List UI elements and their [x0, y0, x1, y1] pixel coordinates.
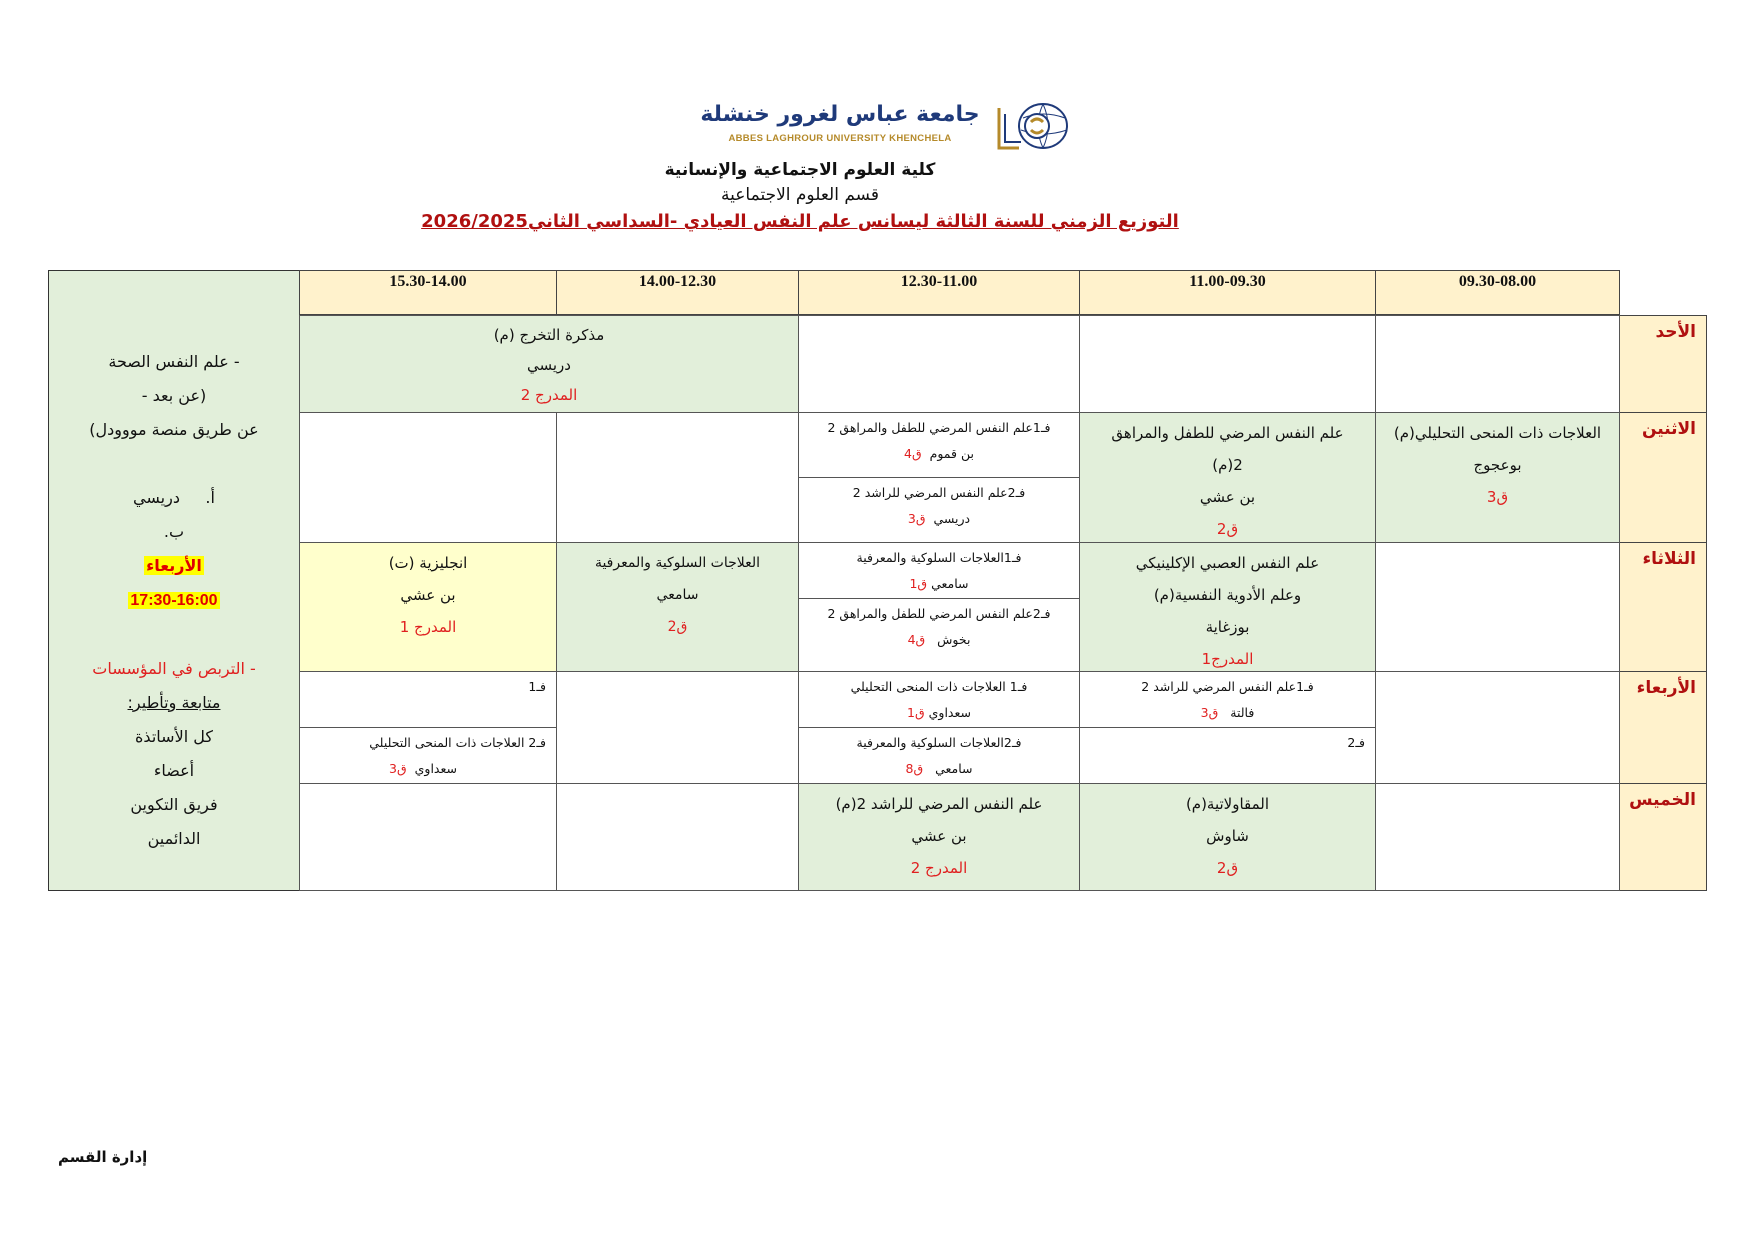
page-title-text: التوزيع الزمني للسنة الثالثة ليسانس علم النفس العيادي -السداسي الثاني2026/2025 [421, 211, 1179, 232]
course-name: انجليزية (ت) [388, 554, 468, 572]
monday-slot-3-group-2 [798, 477, 1080, 543]
tuesday-slot-4 [556, 542, 799, 672]
department-name: قسم العلوم الاجتماعية [721, 185, 879, 205]
time-slot-header-1: 09.30-08.00 [1375, 270, 1620, 315]
side-item-b: ب. [163, 522, 185, 541]
course-name: فـ1علم النفس المرضي للطفل والمراهق 2 [827, 420, 1051, 435]
time-slot-header-2: 11.00-09.30 [1079, 270, 1376, 315]
tuesday-slot-3-group-1 [798, 542, 1080, 599]
side-panel [48, 270, 300, 891]
day-tuesday: الثلاثاء [1619, 542, 1707, 672]
course-name: فـ2العلاجات السلوكية والمعرفية [856, 735, 1022, 750]
room-name: ق3 [389, 761, 407, 776]
teacher-name: سامعي [656, 587, 699, 603]
university-name-arabic: جامعة عباس لغرور خنشلة [700, 102, 980, 127]
tuesday-slot-1 [1375, 542, 1620, 672]
sunday-slot-1 [1375, 315, 1620, 413]
sunday-slot-3 [798, 315, 1080, 413]
tuesday-slot-5 [299, 542, 557, 672]
side-internship: - التربص في المؤسسات [92, 659, 256, 678]
wednesday-slot-3-group-2 [798, 727, 1080, 784]
thursday-slot-5 [299, 783, 557, 891]
course-name-cont: 2(م) [1212, 456, 1243, 474]
wednesday-slot-2-group-2 [1079, 727, 1376, 784]
course-name: مذكرة التخرج (م) [493, 326, 605, 344]
room-name: ق3 [907, 511, 926, 526]
room-name: ق2 [1216, 859, 1239, 877]
room-name: ق1 [907, 705, 925, 720]
room-name: ق3 [1486, 488, 1509, 506]
monday-slot-2 [1079, 412, 1376, 543]
sunday-slot-4-5 [299, 315, 799, 413]
side-permanent: الدائمين [147, 829, 201, 848]
side-course-mode: (عن بعد - [141, 386, 207, 405]
time-slot-header-4: 14.00-12.30 [556, 270, 799, 315]
room-name: المدرج 1 [399, 618, 457, 636]
room-name: ق8 [905, 761, 924, 776]
monday-slot-1 [1375, 412, 1620, 543]
wednesday-slot-3-group-1 [798, 671, 1080, 728]
side-spacer-2 [49, 618, 299, 652]
thursday-slot-2 [1079, 783, 1376, 891]
course-name-cont: وعلم الأدوية النفسية(م) [1153, 586, 1302, 604]
room-name: ق2 [667, 619, 688, 635]
teacher-name: بن قموم [929, 446, 974, 461]
side-item-a-teacher: دريسي [133, 488, 180, 507]
room-name: ق1 [909, 576, 928, 591]
teacher-name: سامعي [935, 761, 973, 776]
wednesday-slot-5-group-1 [299, 671, 557, 728]
thursday-slot-4 [556, 783, 799, 891]
monday-slot-3-group-1 [798, 412, 1080, 478]
teacher-name: شاوش [1206, 827, 1249, 845]
teacher-name: سعداوي [928, 705, 971, 720]
side-course-title: - علم النفس الصحة [108, 352, 240, 371]
wednesday-slot-1 [1375, 671, 1620, 784]
time-slot-header-3: 12.30-11.00 [798, 270, 1080, 315]
side-item-a-label: أ. [205, 488, 215, 507]
course-name: فـ1علم النفس المرضي للراشد 2 [1141, 679, 1314, 694]
teacher-name: دريسي [527, 356, 571, 374]
side-all-teachers: كل الأساتذة [135, 727, 213, 746]
side-training-team: فريق التكوين [130, 795, 218, 814]
thursday-slot-1 [1375, 783, 1620, 891]
room-name: المدرج 2 [910, 859, 968, 877]
room-name: ق2 [1216, 520, 1239, 538]
course-name: فـ1 [528, 679, 546, 694]
course-name: العلاجات السلوكية والمعرفية [594, 555, 761, 571]
day-sunday: الأحد [1619, 315, 1707, 413]
wednesday-slot-2-group-1 [1079, 671, 1376, 728]
sunday-slot-2 [1079, 315, 1376, 413]
side-day-highlight: الأربعاء [146, 556, 202, 575]
time-slot-header-5: 15.30-14.00 [299, 270, 557, 315]
teacher-name: سعداوي [414, 761, 457, 776]
teacher-name: سامعي [931, 576, 969, 591]
wednesday-slot-5-group-2 [299, 727, 557, 784]
monday-slot-4 [556, 412, 799, 543]
wednesday-slot-4 [556, 671, 799, 784]
course-name: فـ2 العلاجات ذات المنحى التحليلي [369, 735, 546, 750]
teacher-name: بن عشي [1199, 488, 1256, 506]
course-name: فـ2علم النفس المرضي للطفل والمراهق 2 [827, 606, 1051, 621]
tuesday-slot-3-group-2 [798, 598, 1080, 672]
course-name: علم النفس العصبي الإكلينيكي [1135, 554, 1320, 572]
course-name: فـ1العلاجات السلوكية والمعرفية [856, 550, 1022, 565]
university-name-english: ABBES LAGHROUR UNIVERSITY KHENCHELA [728, 133, 952, 144]
course-name: فـ1 العلاجات ذات المنحى التحليلي [850, 679, 1028, 694]
teacher-name: بوزغاية [1205, 618, 1250, 636]
day-wednesday: الأربعاء [1619, 671, 1707, 784]
course-name: فـ2علم النفس المرضي للراشد 2 [852, 485, 1026, 500]
side-time-highlight: 17:30-16:00 [130, 592, 218, 609]
room-name: ق4 [907, 632, 926, 647]
side-spacer [49, 447, 299, 481]
teacher-name: بن عشي [400, 586, 456, 604]
department-signature: إدارة القسم [58, 1148, 148, 1166]
teacher-name: فالتة [1230, 705, 1255, 720]
thursday-slot-3 [798, 783, 1080, 891]
side-item-a [49, 481, 299, 515]
teacher-name: بن عشي [911, 827, 967, 845]
side-members: أعضاء [153, 761, 195, 780]
side-course-platform: عن طريق منصة مووودل) [89, 420, 259, 439]
room-name: ق4 [904, 446, 922, 461]
room-name: المدرج 2 [520, 386, 578, 404]
teacher-name: دريسي [933, 511, 971, 526]
side-supervision: متابعة وتأطير: [127, 693, 221, 712]
room-name: ق3 [1200, 705, 1219, 720]
course-name: علم النفس المرضي للراشد 2(م) [835, 795, 1043, 813]
day-monday: الاثنين [1619, 412, 1707, 543]
tuesday-slot-2 [1079, 542, 1376, 672]
course-name: فـ2 [1347, 735, 1365, 750]
teacher-name: بخوش [937, 632, 971, 647]
faculty-name: كلية العلوم الاجتماعية والإنسانية [664, 160, 936, 180]
room-name: المدرج1 [1201, 650, 1254, 668]
course-name: علم النفس المرضي للطفل والمراهق [1111, 424, 1344, 442]
monday-slot-5 [299, 412, 557, 543]
course-name: العلاجات ذات المنحى التحليلي(م) [1393, 424, 1602, 442]
day-thursday: الخميس [1619, 783, 1707, 891]
teacher-name: بوعجوج [1473, 456, 1522, 474]
course-name: المقاولاتية(م) [1185, 795, 1270, 813]
